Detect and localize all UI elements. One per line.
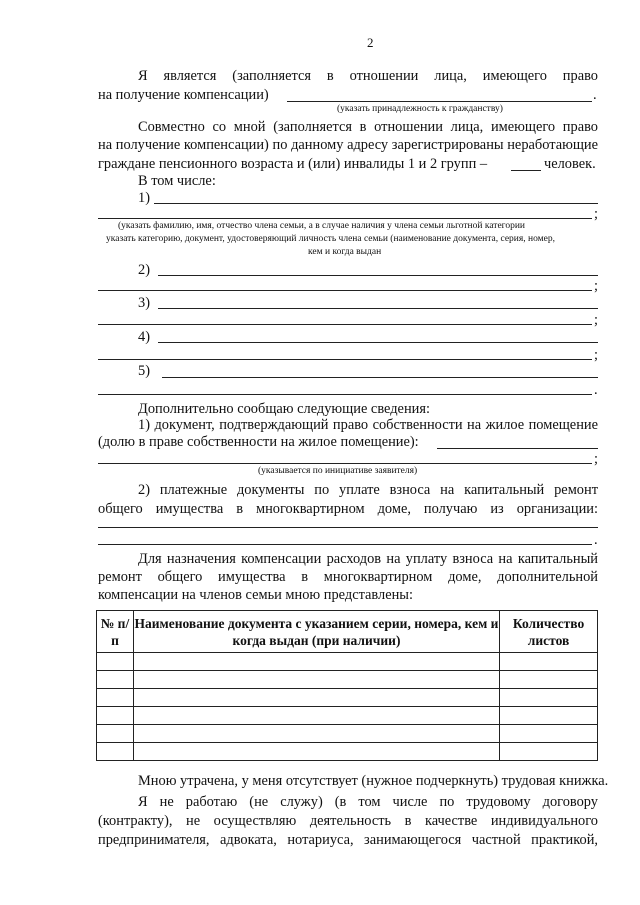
payment-line-1: 2) платежные документы по уплате взноса на капитальный ремонт xyxy=(138,482,598,498)
member-4-field-a[interactable] xyxy=(158,342,598,343)
table-row xyxy=(97,743,598,761)
member-4-field-b[interactable] xyxy=(98,359,592,360)
member-4-number: 4) xyxy=(138,329,150,345)
citizenship-hint: (указать принадлежность к гражданству) xyxy=(337,104,503,114)
citizenship-line-2: на получение компенсации) xyxy=(98,87,269,103)
table-row xyxy=(97,671,598,689)
household-line-4: В том числе: xyxy=(138,173,216,189)
member-3-field-a[interactable] xyxy=(158,308,598,309)
table-intro-line-2: ремонт общего имущества в многоквартирном доме, дополнительной xyxy=(98,569,598,585)
table-cell[interactable] xyxy=(500,707,598,725)
payment-period: . xyxy=(594,532,598,548)
household-line-1: Совместно со мной (заполняется в отношении лица, имеющего право xyxy=(138,119,598,135)
table-cell[interactable] xyxy=(500,671,598,689)
table-row xyxy=(97,725,598,743)
table-cell[interactable] xyxy=(97,707,134,725)
member-5-field-a[interactable] xyxy=(162,377,598,378)
page-number: 2 xyxy=(367,35,374,50)
table-cell[interactable] xyxy=(97,689,134,707)
table-cell[interactable] xyxy=(133,689,499,707)
member-2-number: 2) xyxy=(138,262,150,278)
table-row xyxy=(97,689,598,707)
ownership-line-2: (долю в праве собственности на жилое помещение): xyxy=(98,434,419,450)
ownership-line-1: 1) документ, подтверждающий право собственности на жилое помещение xyxy=(138,417,598,433)
table-cell[interactable] xyxy=(500,743,598,761)
citizenship-field[interactable] xyxy=(287,101,592,102)
member-1-number: 1) xyxy=(138,190,150,206)
table-cell[interactable] xyxy=(97,653,134,671)
member-5-period: . xyxy=(594,382,598,398)
closing-line-1: Мною утрачена, у меня отсутствует (нужное подчеркнуть) трудовая книжка. xyxy=(138,773,609,789)
table-cell[interactable] xyxy=(97,743,134,761)
ownership-field-b[interactable] xyxy=(98,463,592,464)
col-sheets-header: Количество листов xyxy=(500,611,598,653)
table-cell[interactable] xyxy=(500,725,598,743)
table-cell[interactable] xyxy=(133,707,499,725)
member-5-number: 5) xyxy=(138,363,150,379)
member-1-field-a[interactable] xyxy=(154,203,598,204)
household-line-3b: человек. xyxy=(544,156,596,172)
documents-table xyxy=(96,610,598,761)
table-cell[interactable] xyxy=(97,725,134,743)
member-3-field-b[interactable] xyxy=(98,324,592,325)
household-line-3a: граждане пенсионного возраста и (или) инвалиды 1 и 2 групп – xyxy=(98,156,488,172)
table-row xyxy=(97,707,598,725)
table-row xyxy=(97,653,598,671)
table-intro-line-1: Для назначения компенсации расходов на уплату взноса на капитальный xyxy=(138,551,598,567)
member-1-field-b[interactable] xyxy=(98,218,592,219)
member-4-semicolon: ; xyxy=(594,347,598,363)
household-count-field[interactable] xyxy=(511,170,541,171)
table-intro-line-3: компенсации на членов семьи мною представлены: xyxy=(98,587,413,603)
col-document-header: Наименование документа с указанием серии, номера, кем и когда выдан (при наличии) xyxy=(133,611,499,653)
member-2-field-b[interactable] xyxy=(98,290,592,291)
payment-field-b[interactable] xyxy=(98,544,592,545)
table-header-row xyxy=(97,611,598,653)
table-cell[interactable] xyxy=(133,725,499,743)
ownership-field-a[interactable] xyxy=(437,448,598,449)
member-1-semicolon: ; xyxy=(594,206,598,222)
ownership-semicolon: ; xyxy=(594,451,598,467)
member-3-semicolon: ; xyxy=(594,312,598,328)
member-2-semicolon: ; xyxy=(594,278,598,294)
table-cell[interactable] xyxy=(500,689,598,707)
table-cell[interactable] xyxy=(133,743,499,761)
ownership-hint: (указывается по инициативе заявителя) xyxy=(258,466,418,476)
member-2-field-a[interactable] xyxy=(158,275,598,276)
additional-intro: Дополнительно сообщаю следующие сведения: xyxy=(138,401,430,417)
payment-field-a[interactable] xyxy=(98,527,598,528)
table-cell[interactable] xyxy=(500,653,598,671)
citizenship-period: . xyxy=(593,87,597,103)
payment-line-2: общего имущества в многоквартирном доме, получаю из организации: xyxy=(98,501,598,517)
household-line-2: на получение компенсации) по данному адресу зарегистрированы неработающие xyxy=(98,137,598,153)
table-cell[interactable] xyxy=(133,653,499,671)
member-hint-2: указать категорию, документ, удостоверяющий личность члена семьи (наименование документа, серия, номер, xyxy=(106,234,556,244)
col-number-header: № п/п xyxy=(97,611,134,653)
member-3-number: 3) xyxy=(138,295,150,311)
table-cell[interactable] xyxy=(133,671,499,689)
member-hint-3: кем и когда выдан xyxy=(308,247,382,257)
table-cell[interactable] xyxy=(97,671,134,689)
citizenship-line-1: Я является (заполняется в отношении лица, имеющего право xyxy=(138,68,598,84)
closing-line-3: (контракту), не осуществляю деятельность в качестве индивидуального xyxy=(98,813,598,829)
closing-line-2: Я не работаю (не служу) (в том числе по трудовому договору xyxy=(138,794,598,810)
member-hint-1: (указать фамилию, имя, отчество члена семьи, а в случае наличия у члена семьи льготной категории xyxy=(118,221,525,231)
member-5-field-b[interactable] xyxy=(98,394,592,395)
closing-line-4: предпринимателя, адвоката, нотариуса, занимающегося частной практикой, xyxy=(98,832,598,848)
